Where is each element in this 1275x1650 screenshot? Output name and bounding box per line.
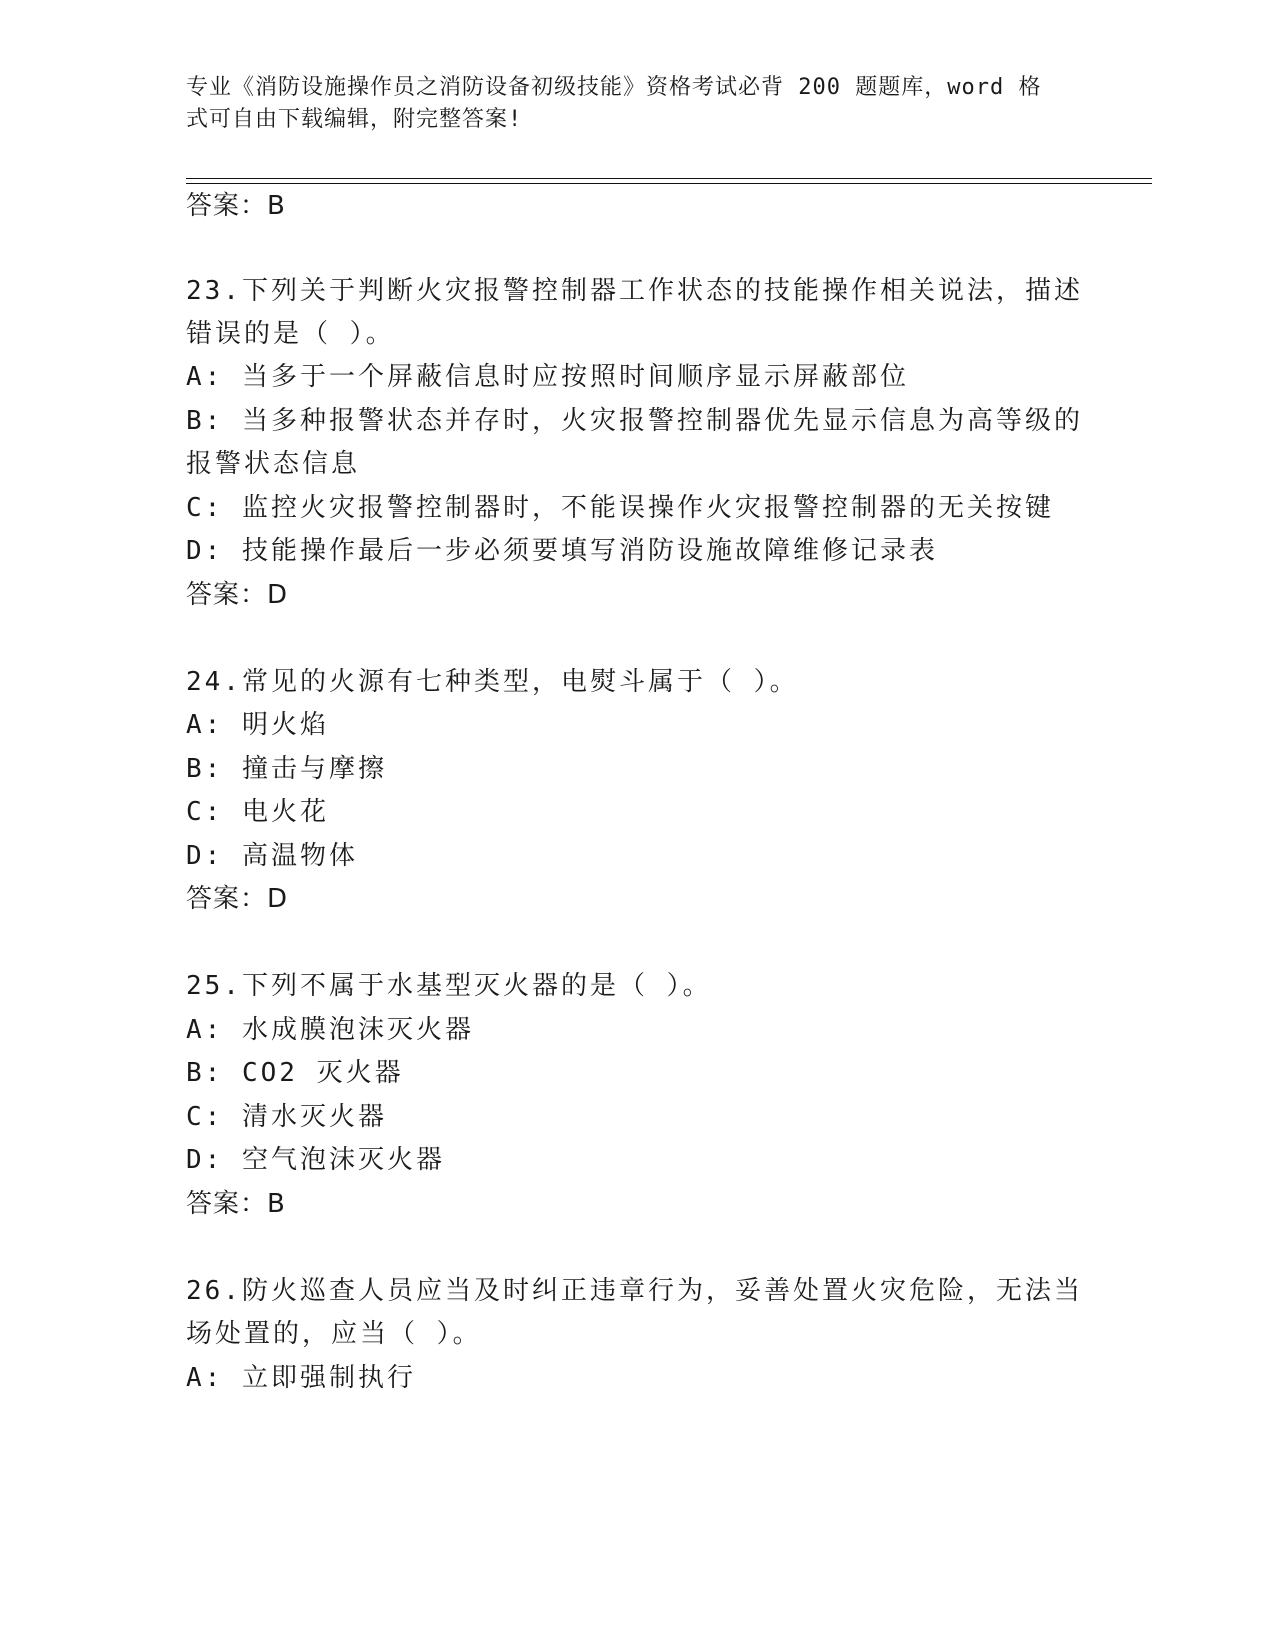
question-26-option-a: A: 立即强制执行 — [186, 1363, 416, 1393]
answer-25: 答案：B — [186, 1189, 286, 1219]
question-24-option-c: C: 电火花 — [186, 797, 329, 827]
question-26-stem-line-1: 26.防火巡查人员应当及时纠正违章行为，妥善处置火灾危险，无法当 — [186, 1276, 1083, 1306]
question-23-option-b-line-2: 报警状态信息 — [186, 449, 361, 479]
answer-22: 答案：B — [186, 191, 286, 221]
question-25-option-c: C: 清水灭火器 — [186, 1102, 387, 1132]
question-25-option-a: A: 水成膜泡沫灭火器 — [186, 1015, 474, 1045]
question-24-option-d: D: 高温物体 — [186, 841, 358, 871]
question-25-option-d: D: 空气泡沫灭火器 — [186, 1145, 445, 1175]
question-23-option-a: A: 当多于一个屏蔽信息时应按照时间顺序显示屏蔽部位 — [186, 362, 909, 392]
answer-24: 答案：D — [186, 884, 289, 914]
question-24-stem: 24.常见的火源有七种类型，电熨斗属于（ ）。 — [186, 667, 799, 697]
question-24-option-b: B: 撞击与摩擦 — [186, 754, 387, 784]
header-rule-top — [186, 178, 1152, 179]
answer-23: 答案：D — [186, 580, 289, 610]
header-rule-bottom — [186, 183, 1152, 184]
question-23-option-c: C: 监控火灾报警控制器时，不能误操作火灾报警控制器的无关按键 — [186, 493, 1054, 523]
question-25-stem: 25.下列不属于水基型灭火器的是（ ）。 — [186, 971, 712, 1001]
header-line-1: 专业《消防设施操作员之消防设备初级技能》资格考试必背 200 题题库，word 格 — [186, 75, 1042, 100]
question-23-option-d: D: 技能操作最后一步必须要填写消防设施故障维修记录表 — [186, 536, 938, 566]
question-23-option-b-line-1: B: 当多种报警状态并存时，火灾报警控制器优先显示信息为高等级的 — [186, 406, 1083, 436]
question-26-stem-line-2: 场处置的，应当（ ）。 — [186, 1319, 482, 1349]
header-line-2: 式可自由下载编辑，附完整答案! — [186, 107, 523, 132]
page-header — [186, 72, 1066, 136]
question-23-stem-line-1: 23.下列关于判断火灾报警控制器工作状态的技能操作相关说法，描述 — [186, 276, 1083, 306]
question-24-option-a: A: 明火焰 — [186, 710, 329, 740]
question-25-option-b: B: CO2 灭火器 — [186, 1058, 404, 1088]
question-23-stem-line-2: 错误的是（ ）。 — [186, 319, 395, 349]
